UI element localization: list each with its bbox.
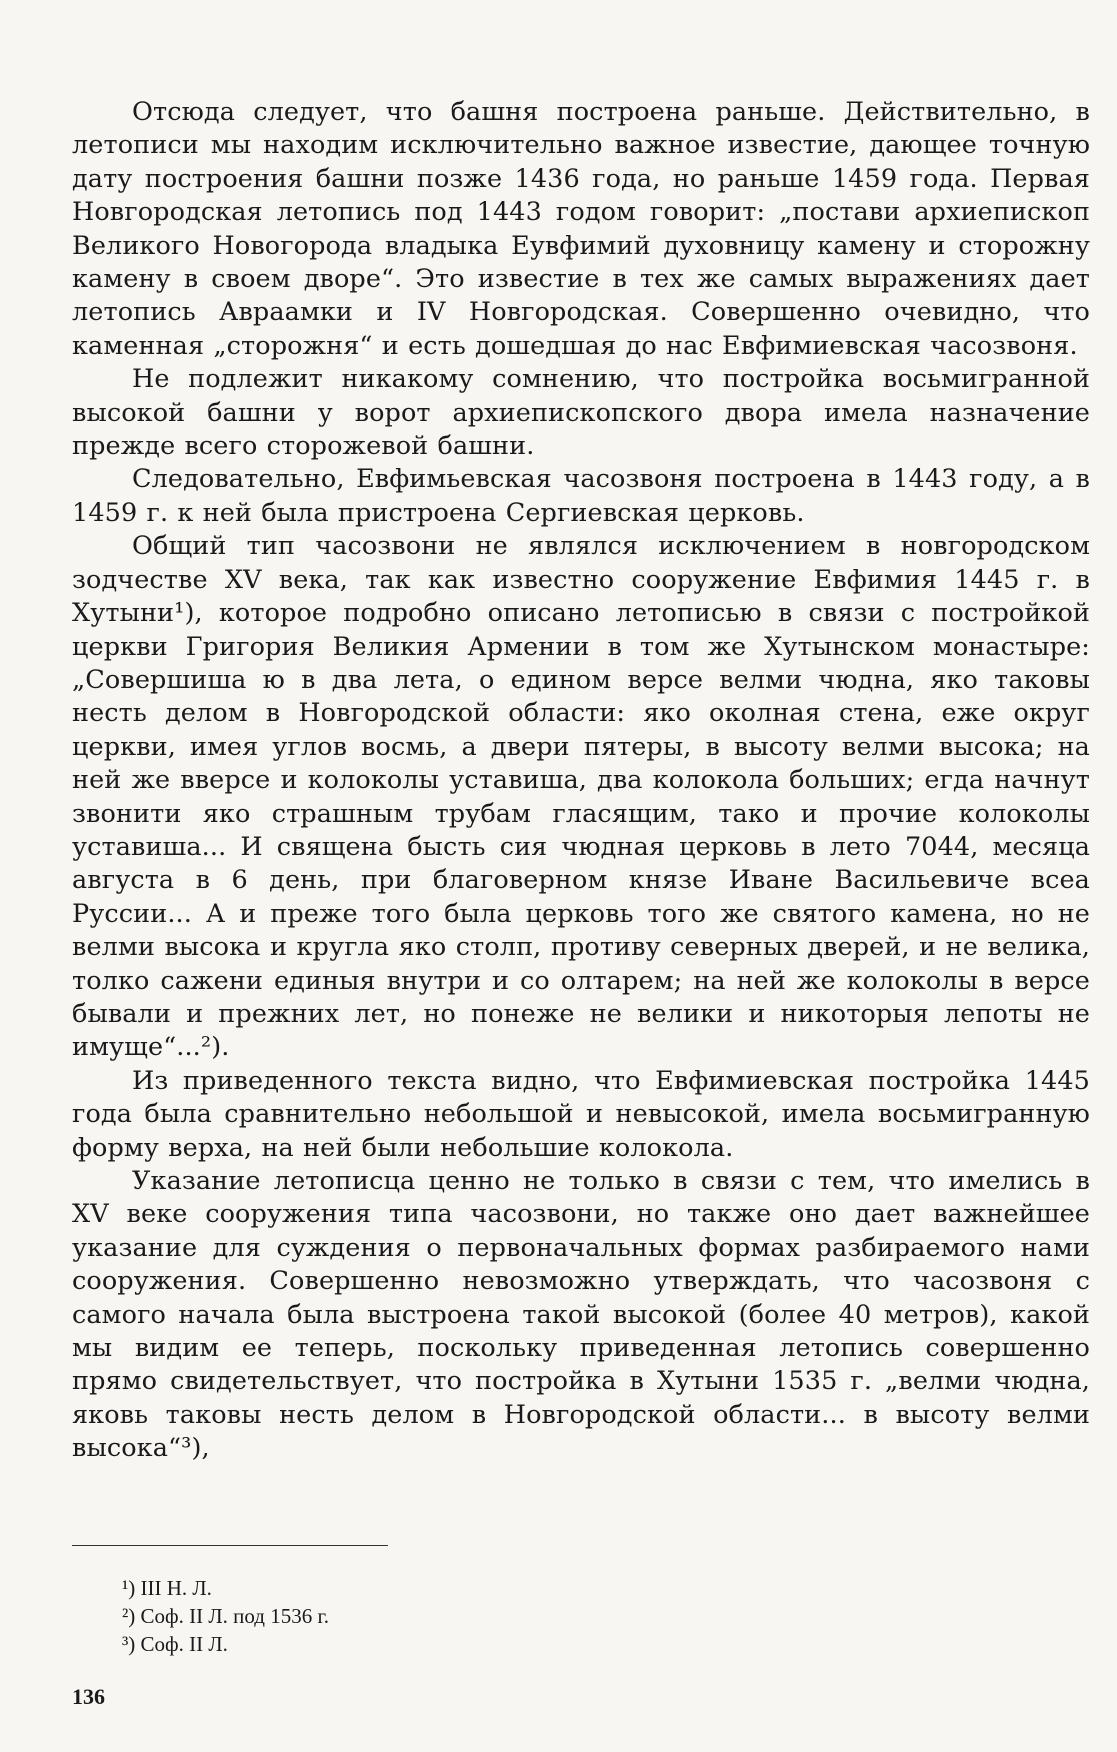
paragraph: Общий тип часозвони не являлся исключением в новгородском зодчестве XV века, так как известно сооружение Евфимия 1445 г. в Хутыни¹), которое подробно описано летописью в связи с постройкой церкви Григория Великия Армении в том же Хутынском монастыре: „Совершиша ю в два лета, о едином версе велми чюдна, яко таковы несть делом в Новгородской области: яко околная стена, еже округ церкви, имея углов восмь, а двери пятеры, в высоту велми высока; на ней же вверсе и колоколы уставиша, два колокола больших; егда начнут звонити яко страшным трубам гласящим, тако и прочие колоколы уставиша... И священа бысть сия чюдная церковь в лето 7044, месяца августа в 6 день, при благоверном князе Иване Васильевиче всеа Руссии... А и преже того была церковь того же святого камена, но не велми высока и кругла яко столп, противу северных дверей, и не велика, толко сажени единыя внутри и со олтарем; на ней же колоколы в версе бывали и прежних лет, но понеже не велики и никоторыя лепоты не имуще“...²). xyxy=(72,531,1090,1063)
footnote-1: ¹) III Н. Л. xyxy=(122,1576,212,1600)
footnote-2: ²) Соф. II Л. под 1536 г. xyxy=(122,1604,329,1628)
page-number: 136 xyxy=(72,1684,105,1709)
paragraph: Не подлежит никакому сомнению, что постройка восьмигранной высокой башни у ворот архиепископского двора имела назначение прежде всего сторожевой башни. xyxy=(72,364,1090,462)
paragraph: Из приведенного текста видно, что Евфимиевская постройка 1445 года была сравнительно небольшой и невысокой, имела восьмигранную форму верха, на ней были небольшие колокола. xyxy=(72,1065,1090,1163)
paragraph: Отсюда следует, что башня построена раньше. Действительно, в летописи мы находим исключительно важное известие, дающее точную дату построения башни позже 1436 года, но раньше 1459 года. Первая Новгородская летопись под 1443 годом говорит: „постави архиепископ Великого Новогорода владыка Еувфимий духовницу камену и сторожну камену в своем дворе“. Это известие в тех же самых выражениях дает летопись Авраамки и IV Новгородская. Совершенно очевидно, что каменная „сторожня“ и есть дошедшая до нас Евфимиевская часозвоня. xyxy=(72,97,1090,361)
main-text xyxy=(72,96,1090,1466)
footnote-divider xyxy=(72,1545,388,1546)
paragraph: Следовательно, Евфимьевская часозвоня построена в 1443 году, а в 1459 г. к ней была пристроена Сергиевская церковь. xyxy=(72,464,1090,528)
paragraph: Указание летописца ценно не только в связи с тем, что имелись в XV веке сооружения типа часозвони, но также оно дает важнейшее указание для суждения о первоначальных формах разбираемого нами сооружения. Совершенно невозможно утверждать, что часозвоня с самого начала была выстроена такой высокой (более 40 метров), какой мы видим ее теперь, поскольку приведенная летопись совершенно прямо свидетельствует, что постройка в Хутыни 1535 г. „велми чюдна, яковь таковы несть делом в Новгородской области... в высоту велми высока“³), xyxy=(72,1166,1090,1464)
footnotes xyxy=(122,1574,329,1658)
footnote-3: ³) Соф. II Л. xyxy=(122,1632,228,1656)
